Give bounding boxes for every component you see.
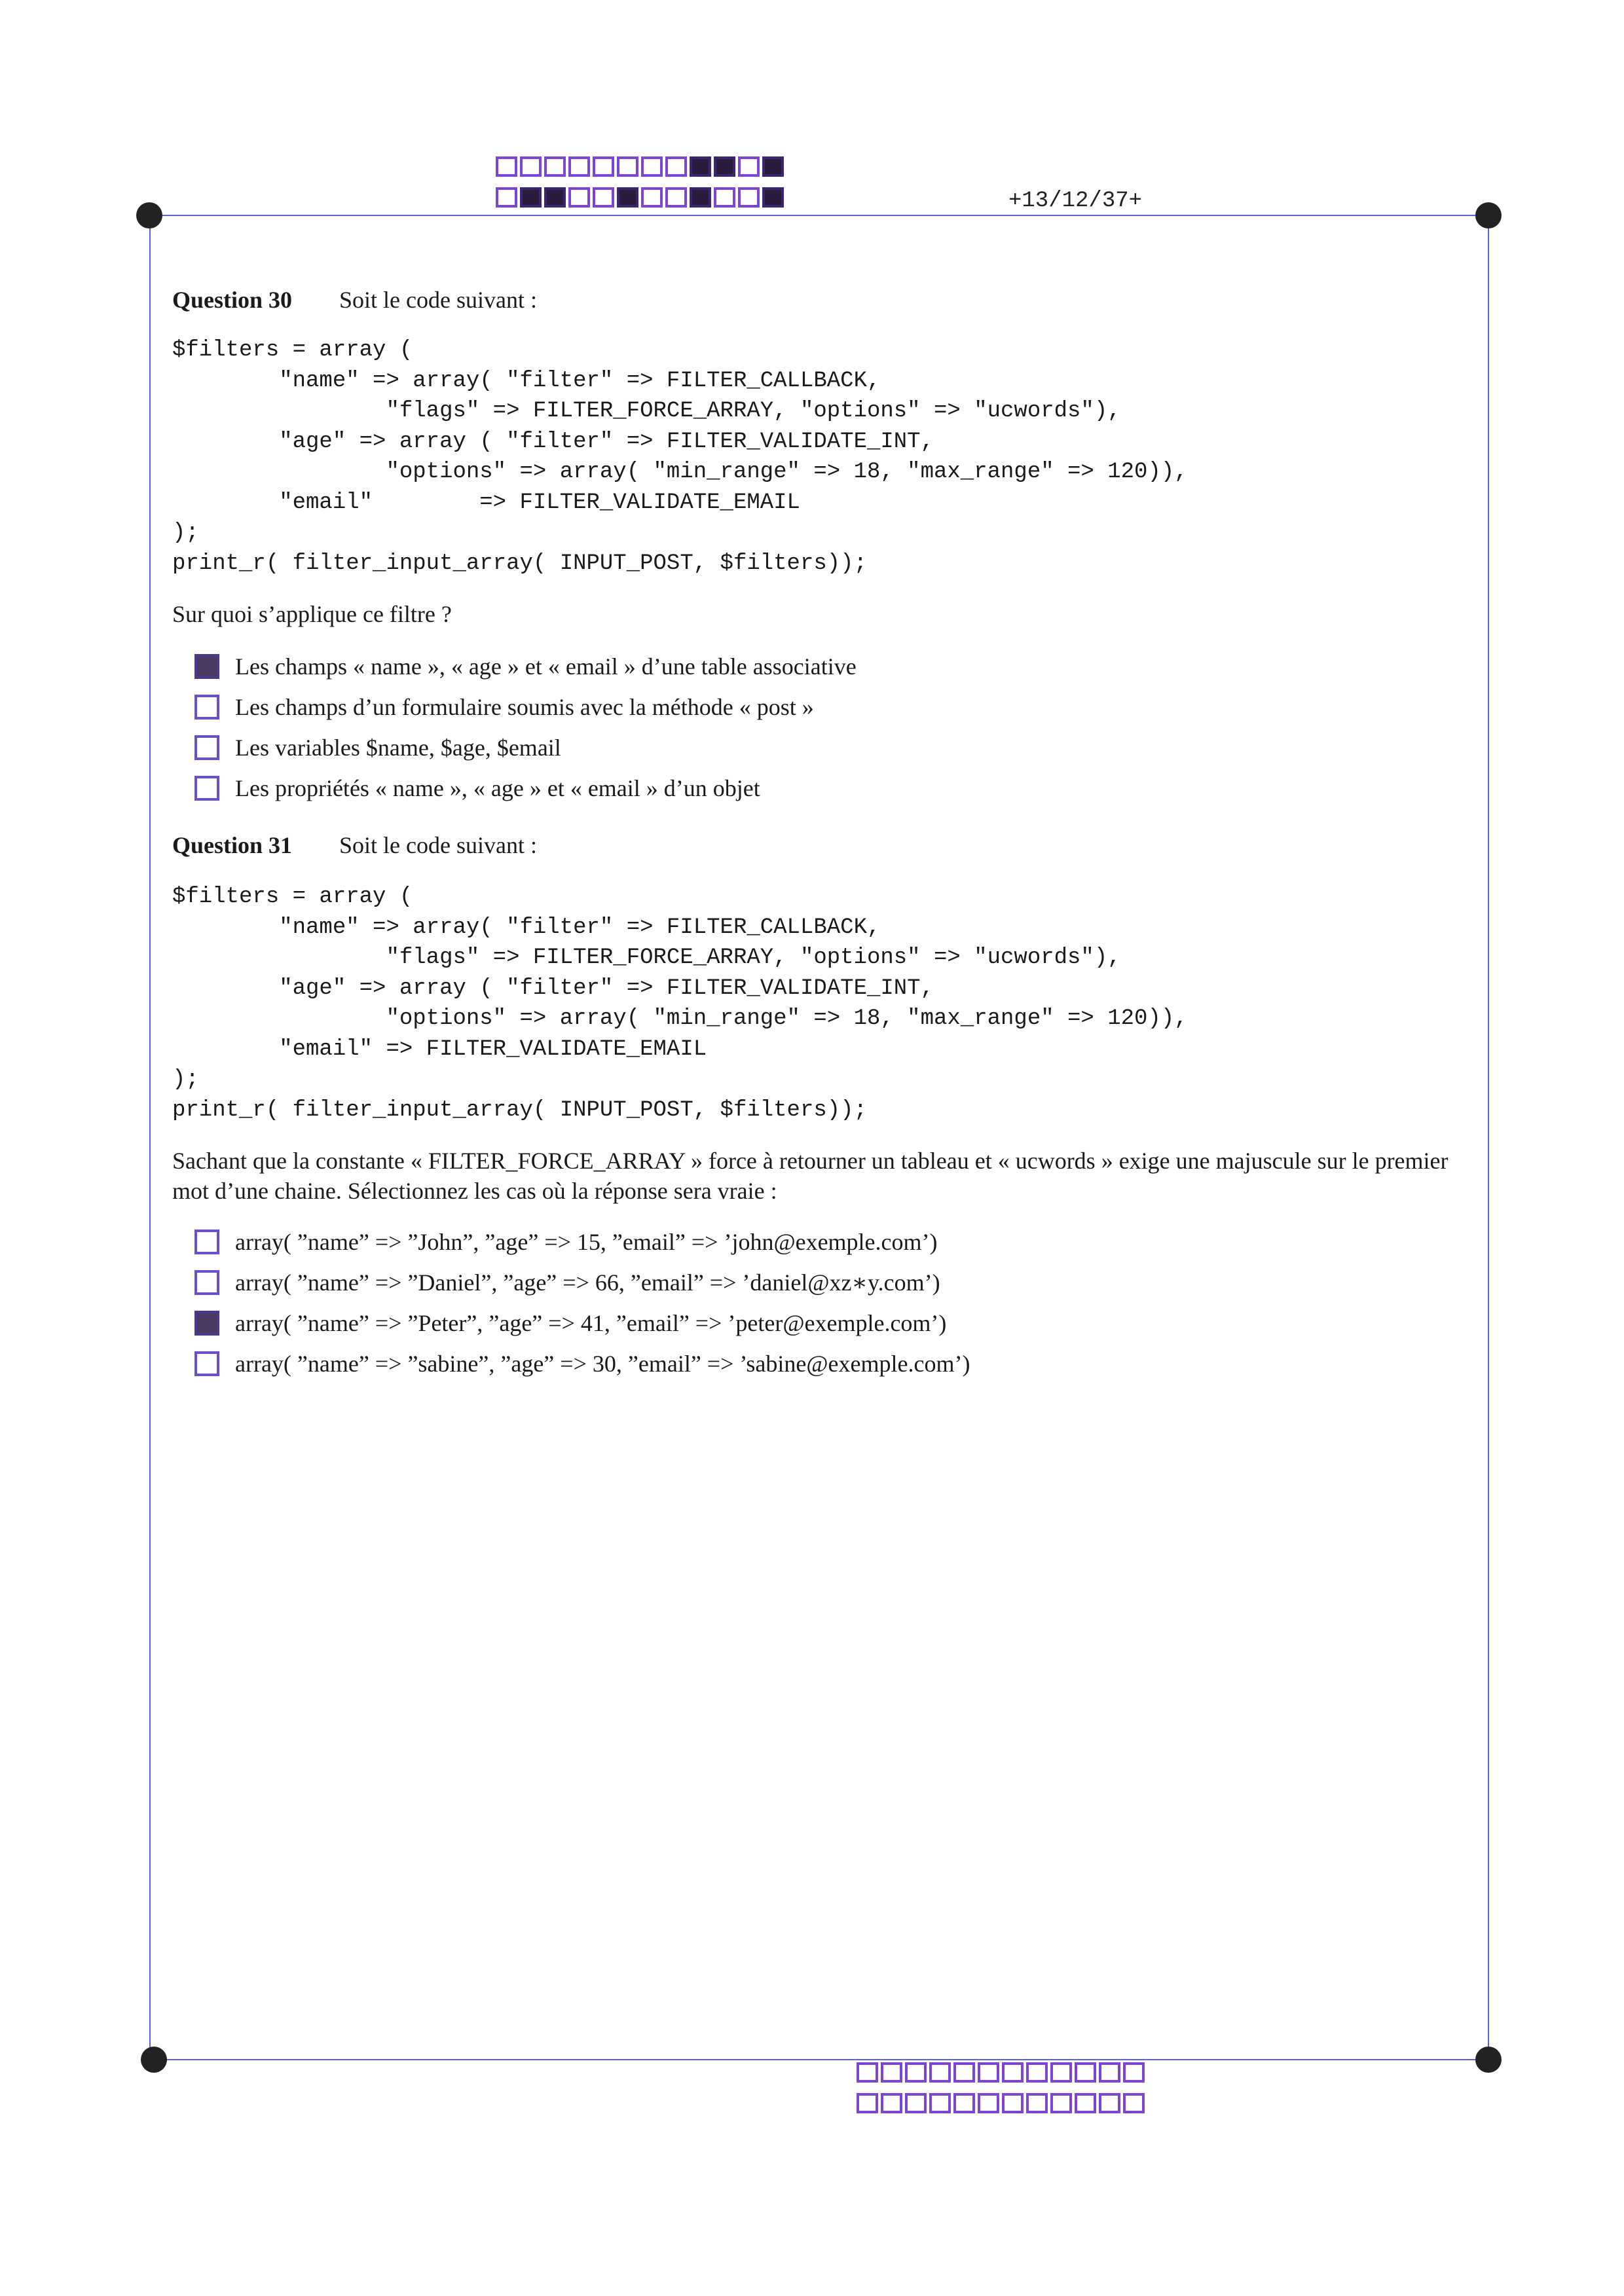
question-31-code: $filters = array ( "name" => array( "filter" => FILTER_CALLBACK, "flags" => FILTER_FORCE_ARRAY, "options" => "ucwords"), "age" => array ( "filter" => FILTER_VALIDATE_INT, "options" => array( "min_range" => 18, "max_range" => 120)), "email" => FILTER_VALIDATE_EMAIL ); print_r( filter_input_array( INPUT_POST, $filters)); [172,884,1188,1123]
answer-label: array( ”name” => ”John”, ”age” => 15, ”email” => ’john@exemple.com’) [235,1229,938,1255]
code-mark-cell [617,156,638,177]
code-mark-cell [857,2093,878,2113]
code-mark-cell [1026,2062,1048,2083]
answer-checkbox[interactable] [194,1270,219,1295]
frame-left-border [149,216,151,2059]
code-mark-cell [978,2093,999,2113]
code-mark-cell [953,2093,975,2113]
answer-option[interactable] [194,687,857,727]
question-30-prompt: Sur quoi s’applique ce filtre ? [172,601,452,627]
code-mark-cell [568,187,590,208]
code-mark-cell [738,156,760,177]
code-mark-cell [881,2093,902,2113]
answer-checkbox[interactable] [194,1230,219,1254]
code-mark-cell [520,156,542,177]
question-31-intro: Soit le code suivant : [339,832,537,858]
answer-checkbox[interactable] [194,654,219,679]
corner-marker-top-left [136,202,162,228]
code-mark-cell [641,156,663,177]
code-mark-cell [593,156,614,177]
question-31-header [172,831,537,859]
code-mark-cell [905,2093,927,2113]
code-mark-cell [1050,2062,1072,2083]
answer-option[interactable] [194,727,857,768]
code-mark-cell [496,156,517,177]
answer-label: array( ”name” => ”Daniel”, ”age” => 66, ”email” => ’daniel@xz∗y.com’) [235,1269,940,1296]
code-mark-cell [1075,2062,1096,2083]
question-30-header [172,286,537,314]
question-30-code: $filters = array ( "name" => array( "filter" => FILTER_CALLBACK, "flags" => FILTER_FORCE_ARRAY, "options" => "ucwords"), "age" => array ( "filter" => FILTER_VALIDATE_INT, "options" => array( "min_range" => 18, "max_range" => 120)), "email" => FILTER_VALIDATE_EMAIL ); print_r( filter_input_array( INPUT_POST, $filters)); [172,338,1188,576]
code-mark-cell [762,156,784,177]
answer-label: Les champs d’un formulaire soumis avec la méthode « post » [235,694,814,720]
question-30-options [194,646,857,809]
corner-marker-top-right [1475,202,1502,228]
question-31-options [194,1222,970,1384]
answer-label: array( ”name” => ”sabine”, ”age” => 30, ”email” => ’sabine@exemple.com’) [235,1351,970,1377]
frame-right-border [1488,216,1489,2059]
question-31-title: Question 31 [172,832,293,858]
frame-top-border [149,215,1488,216]
code-mark-cell [738,187,760,208]
code-mark-cell [1075,2093,1096,2113]
code-mark-cell [520,187,542,208]
answer-checkbox[interactable] [194,1311,219,1336]
code-mark-cell [881,2062,902,2083]
answer-checkbox[interactable] [194,1351,219,1376]
corner-marker-bottom-right [1475,2047,1502,2073]
corner-marker-bottom-left [141,2047,167,2073]
code-strip-bottom-row-2 [857,2093,1147,2113]
code-mark-cell [1123,2093,1145,2113]
code-mark-cell [1002,2062,1024,2083]
code-mark-cell [690,187,711,208]
code-mark-cell [1123,2062,1145,2083]
code-mark-cell [665,187,687,208]
answer-option[interactable] [194,1343,970,1384]
code-mark-cell [1099,2093,1120,2113]
code-strip-top-row-2 [496,187,786,208]
code-mark-cell [617,187,638,208]
question-30-intro: Soit le code suivant : [339,287,537,313]
answer-option[interactable] [194,646,857,687]
answer-label: array( ”name” => ”Peter”, ”age” => 41, ”email” => ’peter@exemple.com’) [235,1310,947,1336]
answer-option[interactable] [194,1222,970,1262]
code-mark-cell [641,187,663,208]
answer-option[interactable] [194,1262,970,1303]
code-mark-cell [762,187,784,208]
code-mark-cell [544,156,566,177]
question-30-title: Question 30 [172,287,293,313]
question-31-prompt: Sachant que la constante « FILTER_FORCE_ARRAY » force à retourner un tableau et « ucwords » exige une majuscule sur le premier mot d’une chaine. Sélectionnez les cas où la réponse sera vraie : [172,1148,1449,1204]
code-mark-cell [929,2062,951,2083]
answer-label: Les variables $name, $age, $email [235,735,561,761]
code-strip-top-row-1 [496,156,786,177]
code-mark-cell [929,2093,951,2113]
code-mark-cell [544,187,566,208]
code-mark-cell [496,187,517,208]
code-mark-cell [1002,2093,1024,2113]
code-mark-cell [905,2062,927,2083]
code-mark-cell [690,156,711,177]
code-mark-cell [568,156,590,177]
code-mark-cell [953,2062,975,2083]
answer-option[interactable] [194,768,857,809]
code-mark-cell [714,156,735,177]
code-mark-cell [714,187,735,208]
code-mark-cell [593,187,614,208]
code-strip-bottom-row-1 [857,2062,1147,2083]
page-id: +13/12/37+ [1008,189,1143,213]
code-mark-cell [1050,2093,1072,2113]
frame-bottom-border [154,2059,1488,2060]
answer-checkbox[interactable] [194,735,219,760]
code-mark-cell [978,2062,999,2083]
code-mark-cell [857,2062,878,2083]
answer-label: Les champs « name », « age » et « email » d’une table associative [235,653,857,680]
answer-checkbox[interactable] [194,776,219,801]
answer-checkbox[interactable] [194,695,219,720]
code-mark-cell [1026,2093,1048,2113]
answer-option[interactable] [194,1303,970,1343]
code-mark-cell [1099,2062,1120,2083]
answer-label: Les propriétés « name », « age » et « email » d’un objet [235,775,760,801]
code-mark-cell [665,156,687,177]
